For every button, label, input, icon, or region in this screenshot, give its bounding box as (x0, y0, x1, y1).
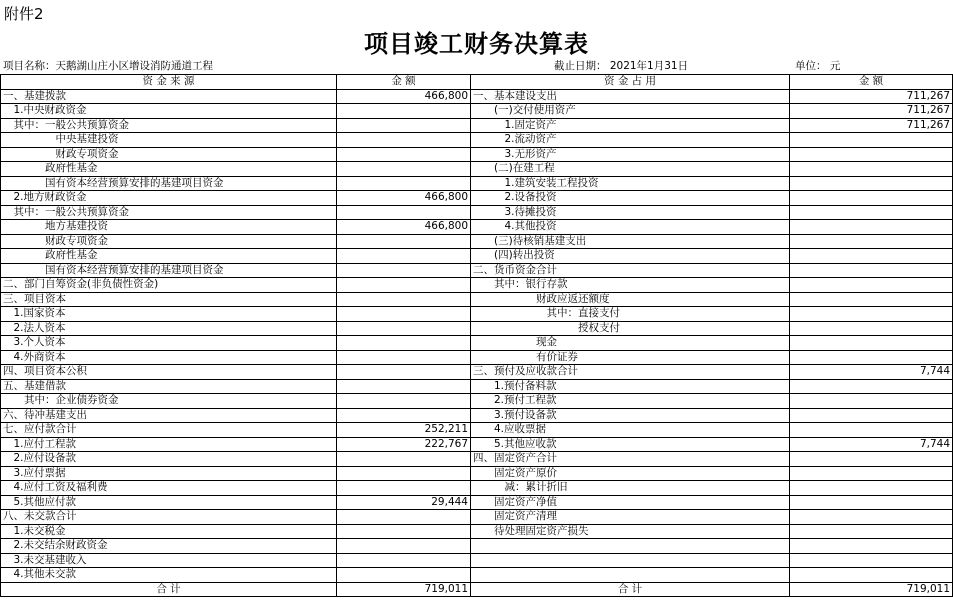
total-use-amount: 719,011 (790, 582, 953, 597)
use-amount (790, 292, 953, 307)
source-item: 财政专项资金 (1, 234, 337, 249)
use-amount: 711,267 (790, 118, 953, 133)
source-item: 国有资本经营预算安排的基建项目资金 (1, 263, 337, 278)
table-row (1, 176, 953, 191)
use-amount (790, 321, 953, 336)
use-amount (790, 205, 953, 220)
use-item: (三)待核销基建支出 (471, 234, 790, 249)
use-amount (790, 307, 953, 322)
use-amount: 711,267 (790, 89, 953, 104)
source-amount: 466,800 (337, 220, 471, 235)
use-item: 一、基本建设支出 (471, 89, 790, 104)
source-item: 财政专项资金 (1, 147, 337, 162)
source-amount (337, 162, 471, 177)
use-amount (790, 133, 953, 148)
header-source-amount: 金 额 (337, 75, 471, 90)
table-row (1, 553, 953, 568)
table-row (1, 234, 953, 249)
source-item: 四、项目资本公积 (1, 365, 337, 380)
total-source-label: 合 计 (1, 582, 337, 597)
source-item: 4.应付工资及福利费 (1, 481, 337, 496)
source-amount (337, 481, 471, 496)
source-item: 政府性基金 (1, 249, 337, 264)
use-amount (790, 524, 953, 539)
table-row (1, 133, 953, 148)
use-amount (790, 423, 953, 438)
use-amount (790, 539, 953, 554)
source-amount (337, 321, 471, 336)
project-name: 项目名称：天鹅湖山庄小区增设消防通道工程 (3, 60, 213, 72)
source-item: 2.法人资本 (1, 321, 337, 336)
use-amount (790, 379, 953, 394)
use-amount (790, 510, 953, 525)
use-item: 固定资产原价 (471, 466, 790, 481)
use-amount (790, 568, 953, 583)
source-amount (337, 336, 471, 351)
use-item: 减：累计折旧 (471, 481, 790, 496)
table-row (1, 278, 953, 293)
use-item (471, 539, 790, 554)
table-row (1, 118, 953, 133)
source-amount (337, 452, 471, 467)
source-amount (337, 278, 471, 293)
use-amount (790, 495, 953, 510)
source-amount (337, 263, 471, 278)
table-row (1, 437, 953, 452)
use-item: 授权支付 (471, 321, 790, 336)
table-row (1, 350, 953, 365)
use-item: 固定资产清理 (471, 510, 790, 525)
use-item: 1.预付备料款 (471, 379, 790, 394)
use-item: (四)转出投资 (471, 249, 790, 264)
table-row (1, 423, 953, 438)
meta-line (0, 57, 953, 73)
source-item: 4.其他未交款 (1, 568, 337, 583)
use-amount (790, 249, 953, 264)
source-item: 政府性基金 (1, 162, 337, 177)
source-amount: 466,800 (337, 89, 471, 104)
use-item: 四、固定资产合计 (471, 452, 790, 467)
table-row (1, 539, 953, 554)
total-row (1, 582, 953, 597)
source-amount (337, 466, 471, 481)
table-row (1, 481, 953, 496)
use-amount: 7,744 (790, 437, 953, 452)
table-row (1, 292, 953, 307)
source-item: 3.未交基建收入 (1, 553, 337, 568)
use-item: 二、货币资金合计 (471, 263, 790, 278)
use-amount (790, 350, 953, 365)
use-item (471, 568, 790, 583)
header-source: 资 金 来 源 (1, 75, 337, 90)
source-item: 4.外商资本 (1, 350, 337, 365)
attachment-label: 附件2 (4, 5, 44, 23)
source-item: 八、未交款合计 (1, 510, 337, 525)
source-item: 六、待冲基建支出 (1, 408, 337, 423)
cutoff-date: 截止日期： 2021年1月31日 (554, 60, 689, 72)
source-item: 七、应付款合计 (1, 423, 337, 438)
source-item: 1.国家资本 (1, 307, 337, 322)
use-amount (790, 452, 953, 467)
source-item: 2.未交结余财政资金 (1, 539, 337, 554)
source-amount (337, 379, 471, 394)
table-row (1, 452, 953, 467)
table-row (1, 205, 953, 220)
page-title: 项目竣工财务决算表 (364, 30, 589, 58)
table-row (1, 379, 953, 394)
source-amount: 222,767 (337, 437, 471, 452)
source-amount: 466,800 (337, 191, 471, 206)
use-amount (790, 234, 953, 249)
use-amount (790, 553, 953, 568)
use-item: 其中：银行存款 (471, 278, 790, 293)
table-row (1, 263, 953, 278)
source-item: 1.中央财政资金 (1, 104, 337, 119)
use-amount (790, 394, 953, 409)
use-amount (790, 336, 953, 351)
use-amount (790, 147, 953, 162)
source-amount (337, 553, 471, 568)
source-amount (337, 176, 471, 191)
source-amount (337, 568, 471, 583)
table-row (1, 394, 953, 409)
use-item: 现金 (471, 336, 790, 351)
source-amount (337, 118, 471, 133)
use-item: 1.固定资产 (471, 118, 790, 133)
use-item: 有价证券 (471, 350, 790, 365)
source-item: 5.其他应付款 (1, 495, 337, 510)
table-row (1, 510, 953, 525)
use-amount (790, 191, 953, 206)
header-use-amount: 金 额 (790, 75, 953, 90)
source-item: 地方基建投资 (1, 220, 337, 235)
table-row (1, 249, 953, 264)
use-item: 固定资产净值 (471, 495, 790, 510)
table-row (1, 466, 953, 481)
source-item: 中央基建投资 (1, 133, 337, 148)
table-row (1, 104, 953, 119)
use-item: 2.预付工程款 (471, 394, 790, 409)
source-amount: 252,211 (337, 423, 471, 438)
use-item: 2.流动资产 (471, 133, 790, 148)
table-row (1, 191, 953, 206)
table-row (1, 162, 953, 177)
source-amount (337, 205, 471, 220)
table-row (1, 147, 953, 162)
table-row (1, 408, 953, 423)
source-amount (337, 394, 471, 409)
financial-statement-table (0, 74, 953, 597)
source-amount (337, 539, 471, 554)
source-amount (337, 408, 471, 423)
table-row (1, 495, 953, 510)
source-item: 其中：企业债券资金 (1, 394, 337, 409)
source-amount (337, 133, 471, 148)
use-amount: 7,744 (790, 365, 953, 380)
currency-unit: 单位： 元 (795, 60, 841, 72)
use-amount (790, 408, 953, 423)
source-item: 2.地方财政资金 (1, 191, 337, 206)
use-amount (790, 466, 953, 481)
use-item: 其中：直接支付 (471, 307, 790, 322)
use-amount (790, 162, 953, 177)
source-item: 三、项目资本 (1, 292, 337, 307)
use-item: 3.待摊投资 (471, 205, 790, 220)
source-amount (337, 307, 471, 322)
source-item: 五、基建借款 (1, 379, 337, 394)
source-item: 3.个人资本 (1, 336, 337, 351)
header-use: 资 金 占 用 (471, 75, 790, 90)
source-amount (337, 524, 471, 539)
source-amount (337, 510, 471, 525)
table-row (1, 220, 953, 235)
use-amount: 711,267 (790, 104, 953, 119)
table-row (1, 307, 953, 322)
use-item: 待处理固定资产损失 (471, 524, 790, 539)
source-item: 一、基建拨款 (1, 89, 337, 104)
use-amount (790, 263, 953, 278)
table-row (1, 321, 953, 336)
use-item: (二)在建工程 (471, 162, 790, 177)
use-item: (一)交付使用资产 (471, 104, 790, 119)
source-amount: 29,444 (337, 495, 471, 510)
table-row (1, 568, 953, 583)
use-amount (790, 220, 953, 235)
use-item: 5.其他应收款 (471, 437, 790, 452)
source-amount (337, 147, 471, 162)
source-item: 其中：一般公共预算资金 (1, 118, 337, 133)
source-item: 其中：一般公共预算资金 (1, 205, 337, 220)
use-amount (790, 278, 953, 293)
source-item: 国有资本经营预算安排的基建项目资金 (1, 176, 337, 191)
use-item: 4.应收票据 (471, 423, 790, 438)
table-row (1, 365, 953, 380)
total-source-amount: 719,011 (337, 582, 471, 597)
total-use-label: 合 计 (471, 582, 790, 597)
source-amount (337, 249, 471, 264)
use-item: 4.其他投资 (471, 220, 790, 235)
source-item: 2.应付设备款 (1, 452, 337, 467)
use-item: 三、预付及应收款合计 (471, 365, 790, 380)
source-amount (337, 365, 471, 380)
source-item: 二、部门自筹资金(非负债性资金) (1, 278, 337, 293)
source-amount (337, 104, 471, 119)
source-amount (337, 292, 471, 307)
table-row (1, 524, 953, 539)
header-row (1, 75, 953, 90)
source-amount (337, 350, 471, 365)
table-row (1, 89, 953, 104)
use-item: 财政应返还额度 (471, 292, 790, 307)
source-item: 3.应付票据 (1, 466, 337, 481)
table-row (1, 336, 953, 351)
use-item: 2.设备投资 (471, 191, 790, 206)
use-item: 1.建筑安装工程投资 (471, 176, 790, 191)
source-item: 1.未交税金 (1, 524, 337, 539)
use-amount (790, 481, 953, 496)
use-item: 3.预付设备款 (471, 408, 790, 423)
source-item: 1.应付工程款 (1, 437, 337, 452)
source-amount (337, 234, 471, 249)
use-amount (790, 176, 953, 191)
use-item (471, 553, 790, 568)
use-item: 3.无形资产 (471, 147, 790, 162)
